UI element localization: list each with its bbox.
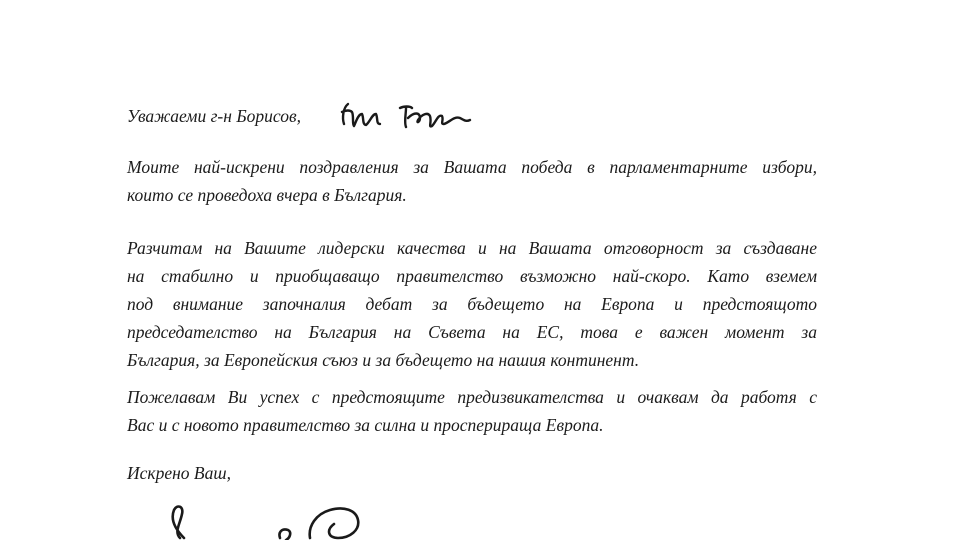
paragraph-leadership <box>127 234 817 374</box>
paragraph-wishes <box>127 383 817 439</box>
paragraph-line: Пожелавам Ви успех с предстоящите предизвикателства и очаквам да работя с <box>127 387 817 407</box>
paragraph-line: Моите най-искрени поздравления за Вашата победа в парламентарните избори, <box>127 157 817 177</box>
paragraph-line: Разчитам на Вашите лидерски качества и на Вашата отговорност за създаване <box>127 238 817 258</box>
handwritten-greeting-signature <box>336 100 476 132</box>
handwritten-signature <box>160 498 400 540</box>
paragraph-line: на стабилно и приобщаващо правителство възможно най-скоро. Като вземем <box>127 266 817 286</box>
closing: Искрено Ваш, <box>127 463 231 483</box>
paragraph-line: председателство на България на Съвета на ЕС, това е важен момент за <box>127 322 817 342</box>
paragraph-line: България, за Европейския съюз и за бъдещето на нашия континент. <box>127 350 640 370</box>
paragraph-line: които се проведоха вчера в България. <box>127 185 407 205</box>
paragraph-congratulations <box>127 153 817 209</box>
paragraph-line: Вас и с новото правителство за силна и просперираща Европа. <box>127 415 604 435</box>
salutation: Уважаеми г-н Борисов, <box>127 106 301 126</box>
paragraph-line: под внимание започналия дебат за бъдещето на Европа и предстоящото <box>127 294 817 314</box>
